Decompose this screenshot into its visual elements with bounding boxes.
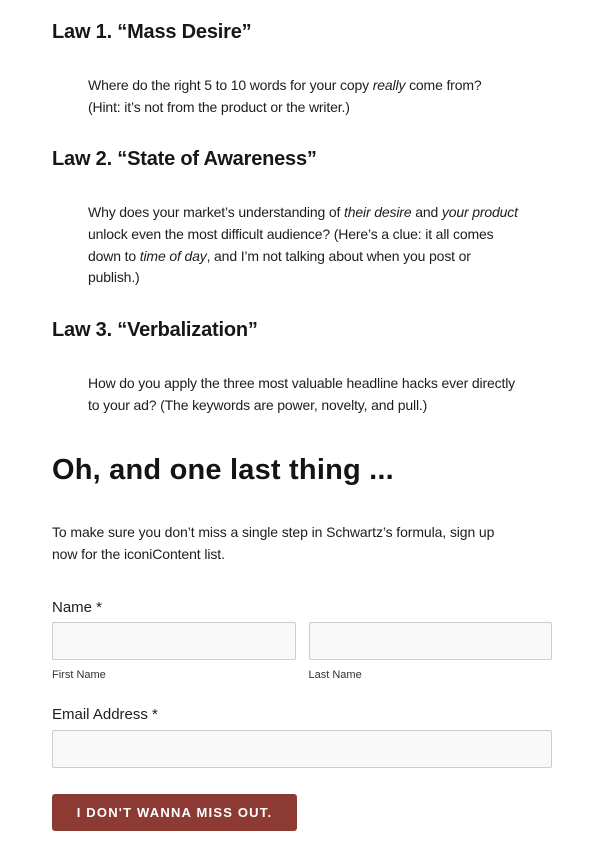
signup-intro: To make sure you don’t miss a single step in Schwartz’s formula, sign up now for the iconiContent list. <box>52 524 495 562</box>
name-label: Name * <box>52 598 103 616</box>
law-section-1 <box>52 20 552 118</box>
signup-form <box>52 599 552 831</box>
law-1-paragraph: Where do the right 5 to 10 words for your copy really come from? (Hint: it’s not from the product or the writer.) <box>88 77 482 115</box>
law-2-paragraph: Why does your market’s understanding of their desire and your product unlock even the most difficult audience? (Here’s a clue: it all comes down to time of day, and I’m not talking about when you post or publish.) <box>88 204 518 286</box>
last-name-helper: Last Name <box>308 668 362 681</box>
law-1-heading: Law 1. “Mass Desire” <box>52 21 252 43</box>
law-section-2 <box>52 147 552 289</box>
first-name-helper: First Name <box>52 668 106 681</box>
email-input[interactable] <box>52 730 552 768</box>
name-fields-row <box>52 622 552 682</box>
email-label: Email Address * <box>52 705 158 723</box>
submit-button[interactable]: I DON'T WANNA MISS OUT. <box>52 794 297 831</box>
last-name-input[interactable] <box>309 622 553 660</box>
last-name-column <box>309 622 553 682</box>
first-name-column <box>52 622 296 682</box>
first-name-input[interactable] <box>52 622 296 660</box>
law-3-heading: Law 3. “Verbalization” <box>52 319 258 342</box>
law-section-3 <box>52 318 552 416</box>
email-input-wrap <box>52 730 552 768</box>
law-2-heading: Law 2. “State of Awareness” <box>52 148 317 171</box>
closing-heading: Oh, and one last thing ... <box>52 453 394 486</box>
law-3-paragraph: How do you apply the three most valuable headline hacks ever directly to your ad? (The keywords are power, novelty, and pull.) <box>88 375 516 413</box>
